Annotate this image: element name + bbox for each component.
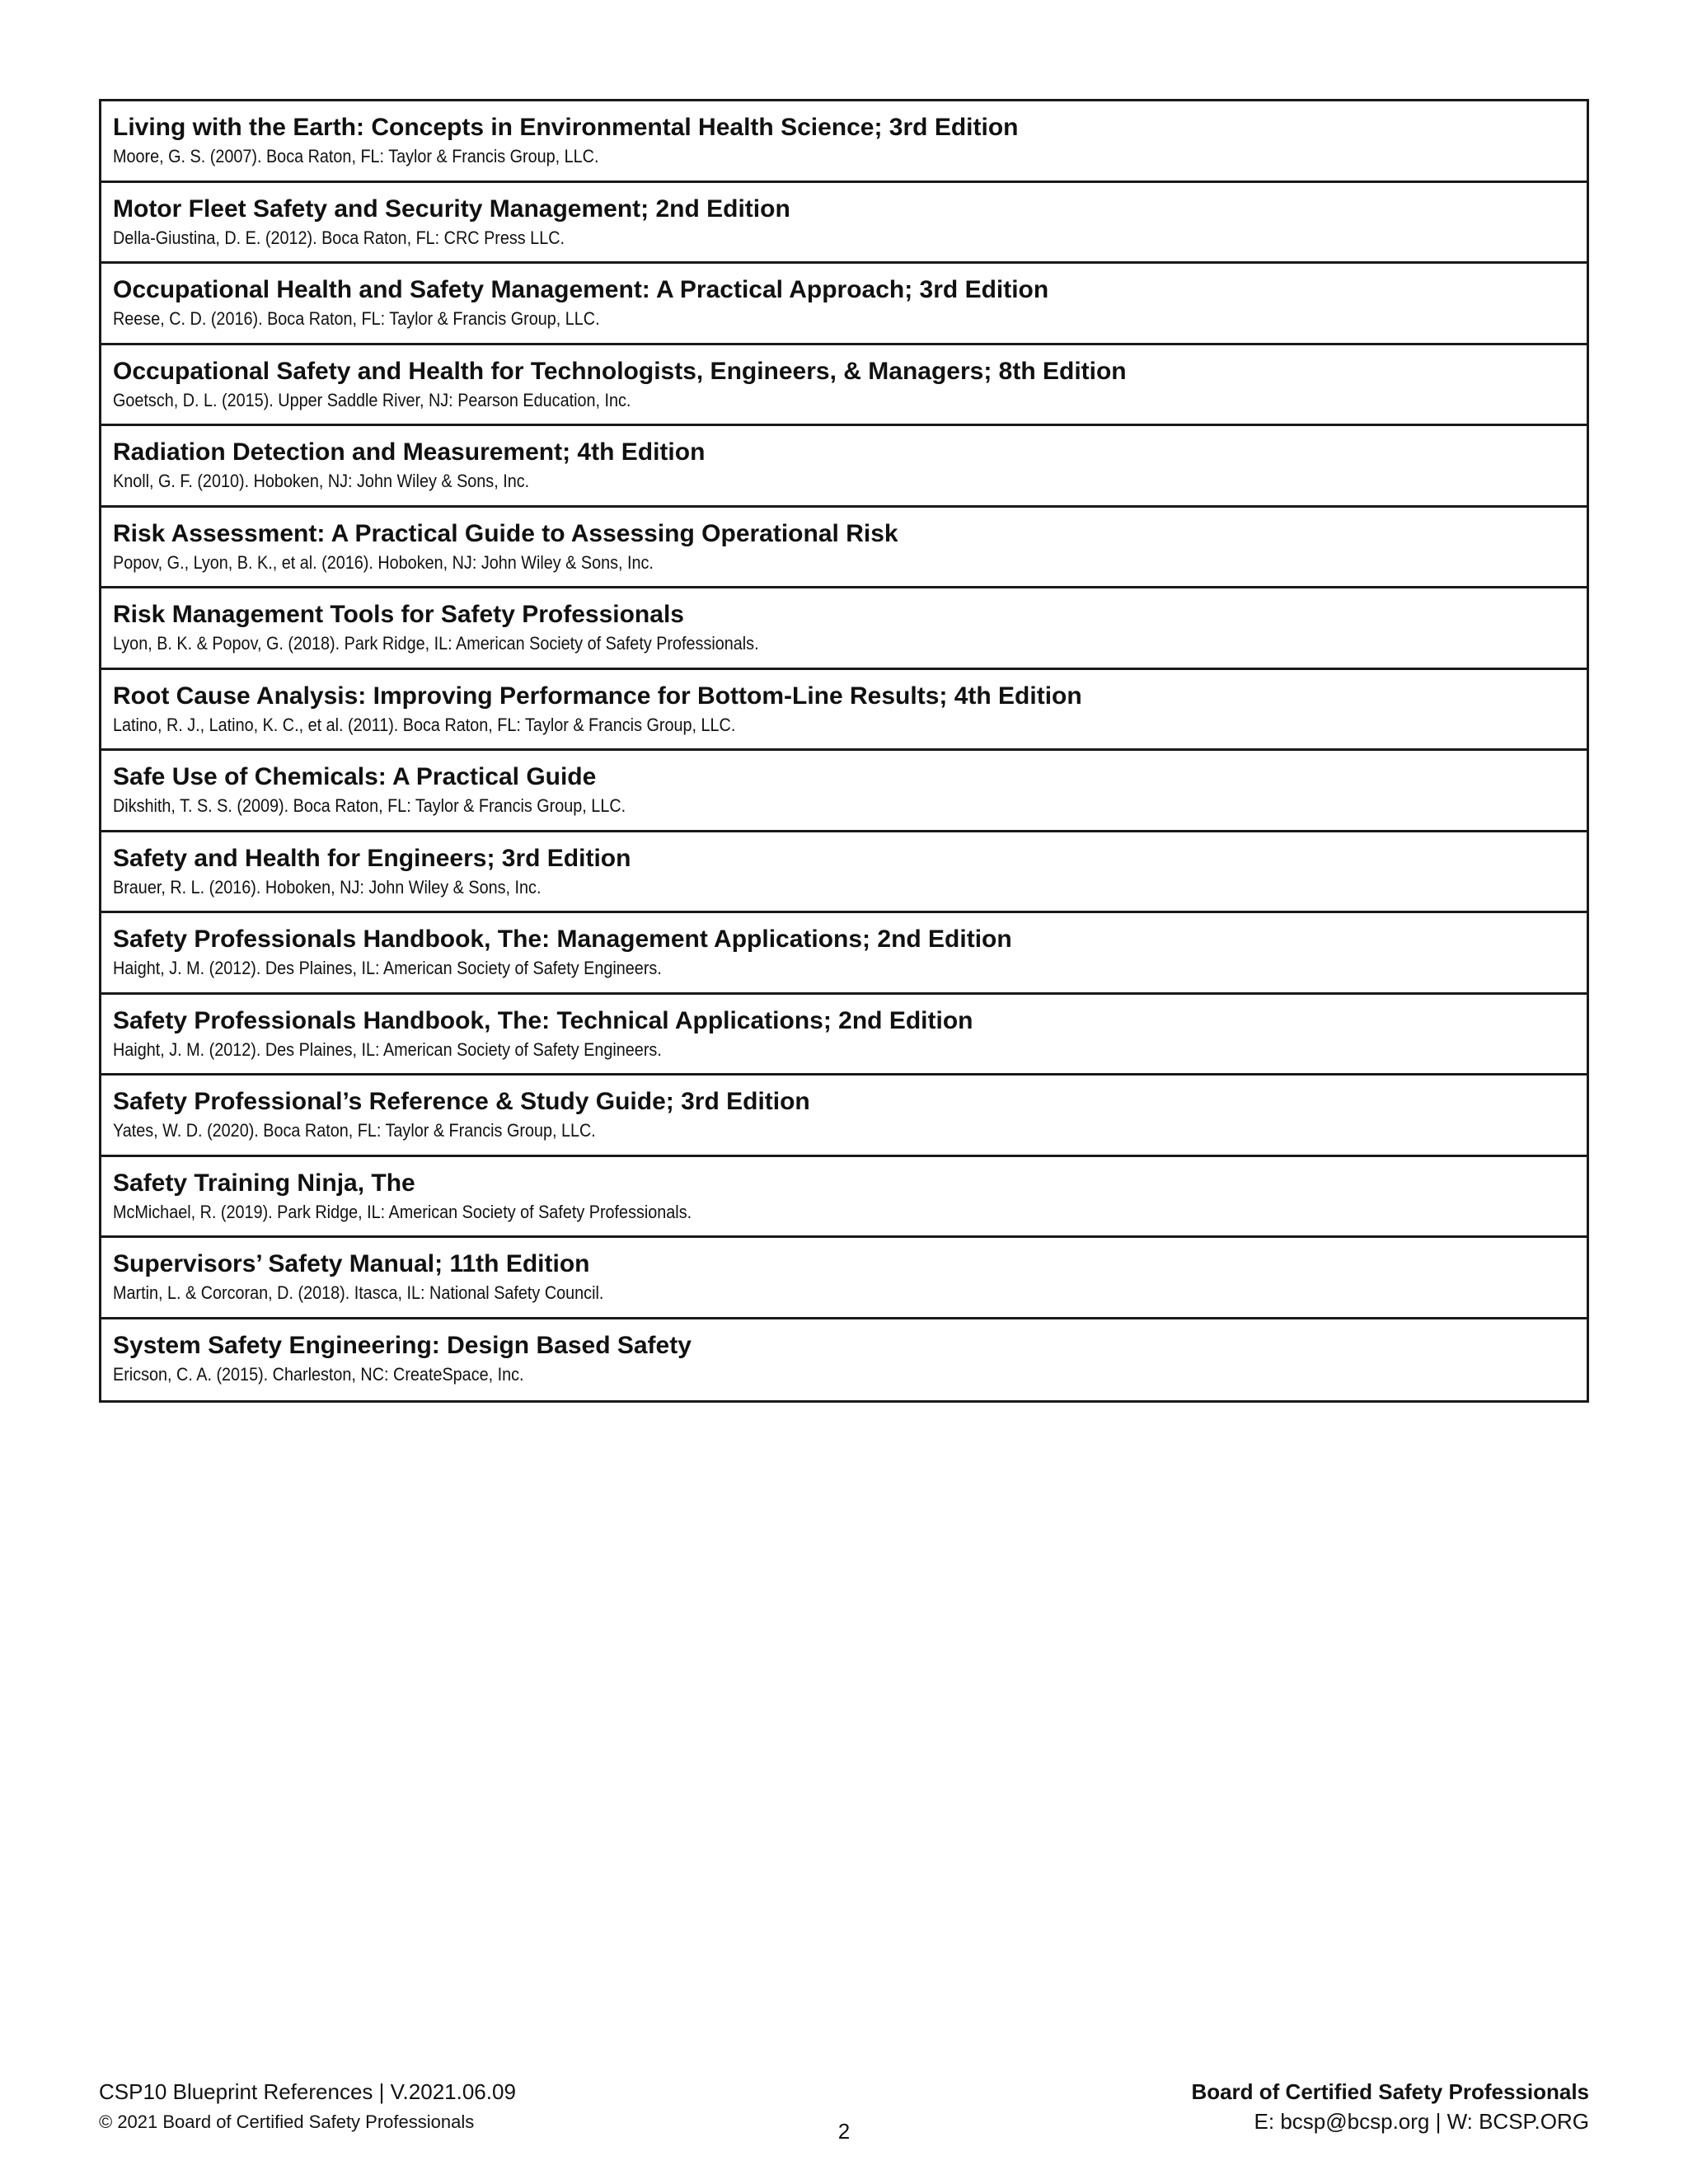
reference-title: Risk Assessment: A Practical Guide to Assessing Operational Risk xyxy=(113,519,898,547)
reference-title: Risk Management Tools for Safety Professionals xyxy=(113,601,684,628)
reference-title: Safety Professionals Handbook, The: Management Applications; 2nd Edition xyxy=(113,926,1012,953)
reference-row xyxy=(101,588,1587,670)
reference-title: Safety and Health for Engineers; 3rd Edition xyxy=(113,844,631,872)
reference-citation: Reese, C. D. (2016). Boca Raton, FL: Taylor & Francis Group, LLC. xyxy=(113,308,600,329)
reference-title: Safety Training Ninja, The xyxy=(113,1169,415,1197)
reference-citation: Dikshith, T. S. S. (2009). Boca Raton, FL: Taylor & Francis Group, LLC. xyxy=(113,795,626,816)
reference-citation: Yates, W. D. (2020). Boca Raton, FL: Taylor & Francis Group, LLC. xyxy=(113,1120,596,1141)
reference-title: Motor Fleet Safety and Security Management; 2nd Edition xyxy=(113,194,790,223)
footer-left xyxy=(99,2079,516,2135)
reference-row xyxy=(101,1157,1587,1239)
reference-title: Supervisors’ Safety Manual; 11th Edition xyxy=(113,1250,590,1277)
reference-title: Occupational Safety and Health for Technologists, Engineers, & Managers; 8th Edition xyxy=(113,357,1127,385)
reference-row xyxy=(101,345,1587,427)
reference-row xyxy=(101,1076,1587,1157)
reference-citation: Goetsch, D. L. (2015). Upper Saddle River, NJ: Pearson Education, Inc. xyxy=(113,389,631,410)
reference-row xyxy=(101,426,1587,508)
reference-title: Occupational Health and Safety Management: A Practical Approach; 3rd Edition xyxy=(113,276,1049,303)
reference-citation: Brauer, R. L. (2016). Hoboken, NJ: John Wiley & Sons, Inc. xyxy=(113,876,542,898)
reference-row xyxy=(101,832,1587,914)
reference-row xyxy=(101,508,1587,589)
reference-row xyxy=(101,751,1587,832)
reference-title: Root Cause Analysis: Improving Performance for Bottom-Line Results; 4th Edition xyxy=(113,682,1082,710)
reference-row xyxy=(101,1319,1587,1401)
reference-title: Safety Professionals Handbook, The: Technical Applications; 2nd Edition xyxy=(113,1006,973,1034)
reference-citation: Haight, J. M. (2012). Des Plaines, IL: American Society of Safety Engineers. xyxy=(113,1038,662,1060)
footer-organization: Board of Certified Safety Professionals xyxy=(1191,2079,1589,2104)
reference-title: System Safety Engineering: Design Based Safety xyxy=(113,1331,692,1359)
footer-copyright: © 2021 Board of Certified Safety Professionals xyxy=(99,2111,475,2132)
footer-right xyxy=(1191,2079,1589,2135)
reference-citation: Lyon, B. K. & Popov, G. (2018). Park Ridge, IL: American Society of Safety Professionals. xyxy=(113,633,759,654)
reference-row xyxy=(101,101,1587,183)
reference-title: Living with the Earth: Concepts in Environmental Health Science; 3rd Edition xyxy=(113,114,1019,141)
reference-citation: Della-Giustina, D. E. (2012). Boca Raton, FL: CRC Press LLC. xyxy=(113,227,565,248)
reference-citation: Popov, G., Lyon, B. K., et al. (2016). Hoboken, NJ: John Wiley & Sons, Inc. xyxy=(113,551,654,573)
reference-citation: Ericson, C. A. (2015). Charleston, NC: CreateSpace, Inc. xyxy=(113,1363,524,1385)
reference-row xyxy=(101,913,1587,995)
footer-contact: E: bcsp@bcsp.org | W: BCSP.ORG xyxy=(1254,2109,1589,2134)
page-number: 2 xyxy=(837,2119,851,2144)
reference-row xyxy=(101,264,1587,345)
reference-row xyxy=(101,670,1587,752)
reference-citation: Haight, J. M. (2012). Des Plaines, IL: American Society of Safety Engineers. xyxy=(113,958,662,978)
reference-citation: Knoll, G. F. (2010). Hoboken, NJ: John Wiley & Sons, Inc. xyxy=(113,471,530,491)
reference-row xyxy=(101,995,1587,1076)
reference-citation: Moore, G. S. (2007). Boca Raton, FL: Taylor & Francis Group, LLC. xyxy=(113,146,599,166)
reference-row xyxy=(101,183,1587,265)
reference-citation: Martin, L. & Corcoran, D. (2018). Itasca, IL: National Safety Council. xyxy=(113,1282,604,1303)
reference-row xyxy=(101,1238,1587,1319)
reference-title: Safety Professional’s Reference & Study Guide; 3rd Edition xyxy=(113,1088,810,1115)
reference-title: Safe Use of Chemicals: A Practical Guide xyxy=(113,763,597,790)
references-table xyxy=(99,99,1589,1403)
reference-citation: McMichael, R. (2019). Park Ridge, IL: American Society of Safety Professionals. xyxy=(113,1201,692,1222)
reference-title: Radiation Detection and Measurement; 4th Edition xyxy=(113,438,706,466)
footer-document-label: CSP10 Blueprint References | V.2021.06.09 xyxy=(99,2079,516,2104)
reference-citation: Latino, R. J., Latino, K. C., et al. (2011). Boca Raton, FL: Taylor & Francis Group, LLC. xyxy=(113,714,736,735)
